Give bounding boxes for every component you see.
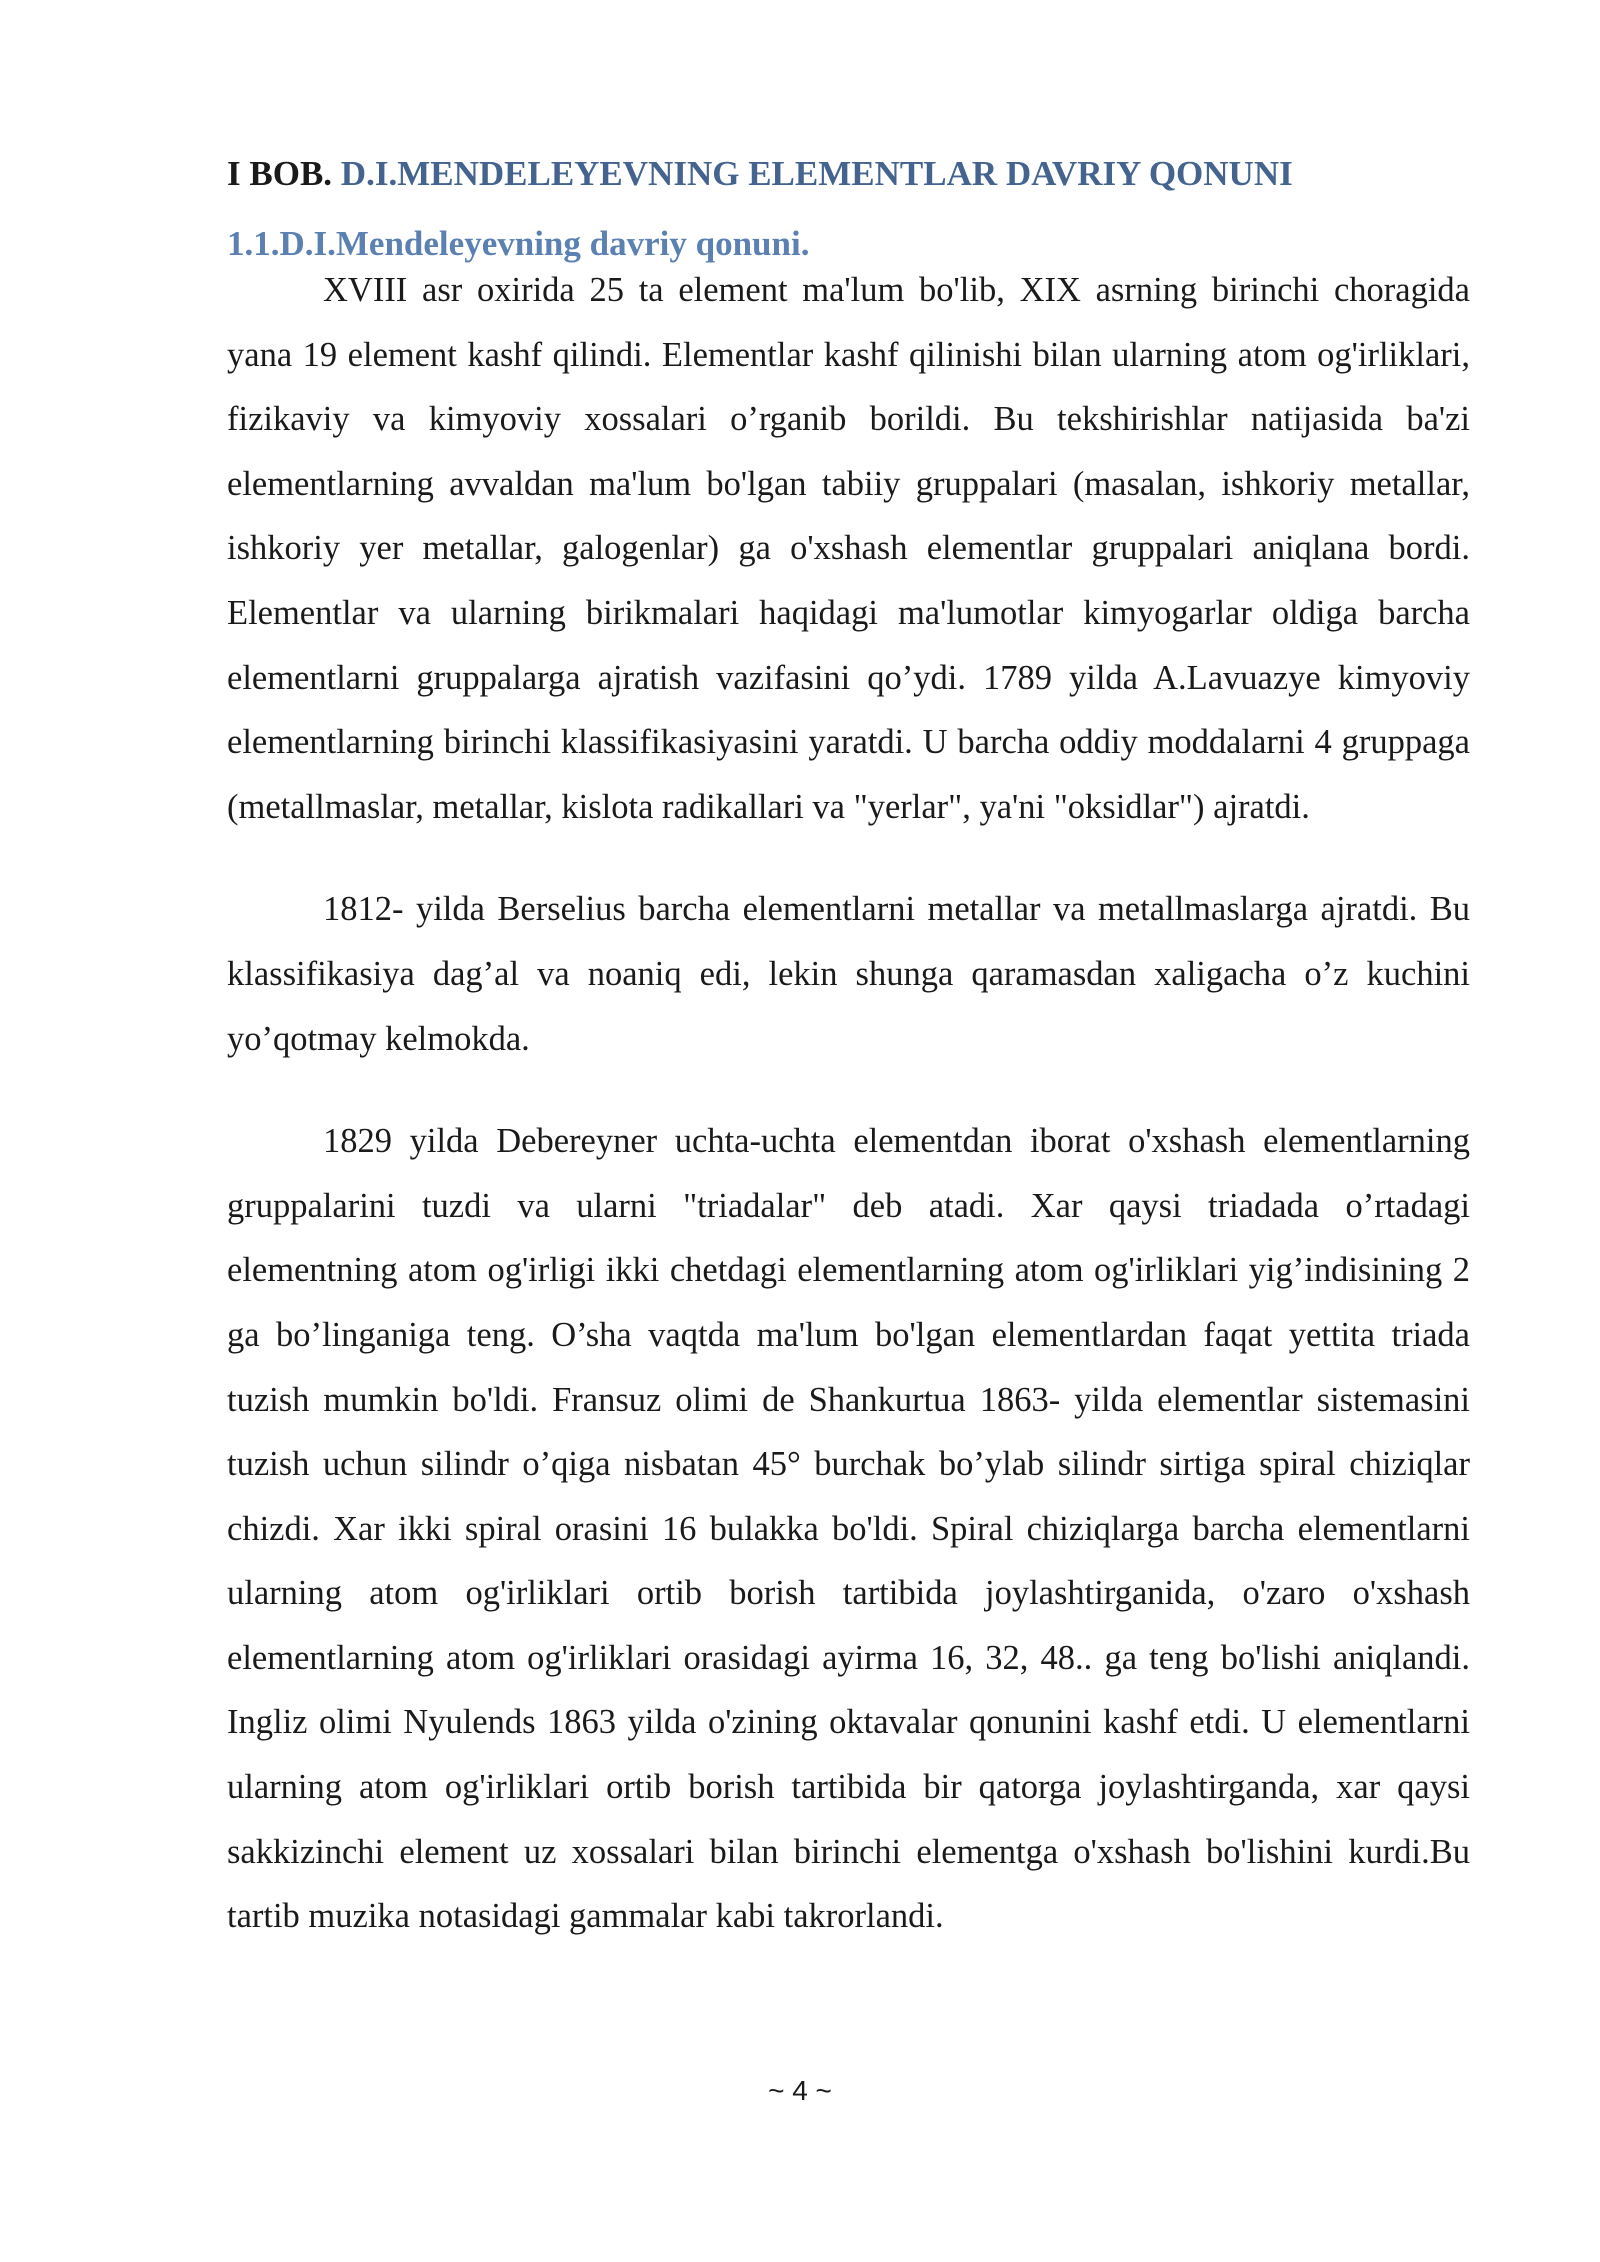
page-number: ~ 4 ~ [768, 2075, 832, 2106]
chapter-title: D.I.MENDELEYEVNING ELEMENTLAR DAVRIY QONUNI [340, 154, 1293, 193]
body-paragraph: 1812- yilda Berselius barcha elementlarni metallar va metallmaslarga ajratdi. Bu klassifikasiya dag’al va noaniq edi, lekin shunga qaramasdan xaligacha o’z kuchini yo’qotmay kelmokda. [227, 890, 1470, 1058]
document-page [227, 150, 1470, 1949]
section-heading: 1.1.D.I.Mendeleyevning davriy qonuni. [227, 224, 810, 263]
chapter-prefix: I BOB. [227, 154, 341, 193]
chapter-heading [227, 150, 1470, 198]
body-paragraph: XVIII asr oxirida 25 ta element ma'lum bo'lib, XIX asrning birinchi choragida yana 19 element kashf qilindi. Elementlar kashf qilinishi bilan ularning atom og'irliklari, fizikaviy va kimyoviy xossalari o’rganib borildi. Bu tekshirishlar natijasida ba'zi elementlarning avvaldan ma'lum bo'lgan tabiiy gruppalari (masalan, ishkoriy metallar, ishkoriy yer metallar, galogenlar) ga o'xshash elementlar gruppalari aniqlana bordi. Elementlar va ularning birikmalari haqidagi ma'lumotlar kimyogarlar oldiga barcha elementlarni gruppalarga ajratish vazifasini qo’ydi. 1789 yilda A.Lavuazye kimyoviy elementlarning birinchi klassifikasiyasini yaratdi. U barcha oddiy moddalarni 4 gruppaga (metallmaslar, metallar, kislota radikallari va "yerlar", ya'ni "oksidlar") ajratdi. [227, 271, 1470, 826]
body-paragraph: 1829 yilda Debereyner uchta-uchta elementdan iborat o'xshash elementlarning gruppalarini tuzdi va ularni "triadalar" deb atadi. Xar qaysi triadada o’rtadagi elementning atom og'irligi ikki chetdagi elementlarning atom og'irliklari yig’indisining 2 ga bo’linganiga teng. O’sha vaqtda ma'lum bo'lgan elementlardan faqat yettita triada tuzish mumkin bo'ldi. Fransuz olimi de Shankurtua 1863- yilda elementlar sistemasini tuzish uchun silindr o’qiga nisbatan 45° burchak bo’ylab silindr sirtiga spiral chiziqlar chizdi. Xar ikki spiral orasini 16 bulakka bo'ldi. Spiral chiziqlarga barcha elementlarni ularning atom og'irliklari ortib borish tartibida joylashtirganida, o'zaro o'xshash elementlarning atom og'irliklari orasidagi ayirma 16, 32, 48.. ga teng bo'lishi aniqlandi. Ingliz olimi Nyulends 1863 yilda o'zining oktavalar qonunini kashf etdi. U elementlarni ularning atom og'irliklari ortib borish tartibida bir qatorga joylashtirganda, xar qaysi sakkizinchi element uz xossalari bilan birinchi elementga o'xshash bo'lishini kurdi.Bu tartib muzika notasidagi gammalar kabi takrorlandi. [227, 1122, 1470, 1936]
